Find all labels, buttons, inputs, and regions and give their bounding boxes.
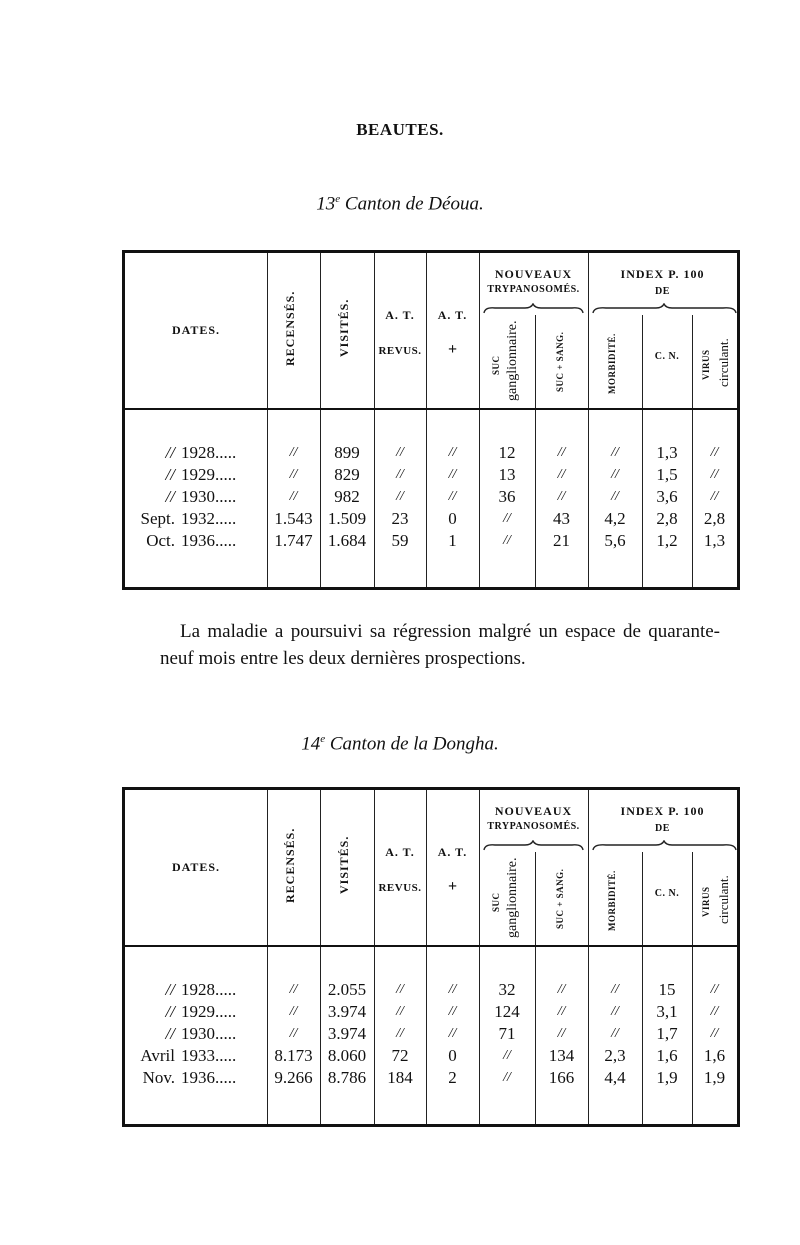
cell-at_plus: //	[448, 982, 457, 997]
cell-suc: //	[503, 1070, 511, 1085]
header-cn: C. N.	[654, 888, 680, 899]
header-morbidite: MORBIDITÉ.	[607, 870, 617, 932]
brace-icon	[592, 840, 737, 852]
canton-title-13	[0, 193, 800, 215]
cell-virus: //	[710, 1026, 719, 1041]
cell-at_plus: 0	[448, 1046, 457, 1065]
header-recenses: RECENSÉS.	[283, 290, 297, 366]
row-date: 1929.....	[181, 1002, 237, 1021]
cell-recenses: //	[289, 1004, 298, 1019]
row-date: 1928.....	[181, 980, 237, 999]
canton-number-suffix: e	[335, 193, 341, 205]
cell-suc: 12	[498, 443, 516, 462]
cell-cn: 1,5	[656, 465, 678, 484]
cell-suc: 13	[498, 465, 516, 484]
cell-virus: //	[710, 489, 719, 504]
row-date-prefix: Oct.	[146, 531, 175, 550]
header-suc: SUC	[491, 892, 501, 913]
header-at-revus-top: A. T.	[385, 308, 415, 322]
cell-at_plus: //	[448, 1004, 457, 1019]
cell-at_plus: //	[448, 489, 457, 504]
cell-at_plus: //	[448, 467, 457, 482]
cell-at_plus: //	[448, 1026, 457, 1041]
row-date: 1930.....	[181, 1024, 237, 1043]
cell-visites: 1.509	[327, 509, 367, 528]
cell-virus: 2,8	[703, 509, 726, 528]
row-date: 1929.....	[181, 465, 237, 484]
running-head: BEAUTES.	[356, 120, 444, 139]
row-date-prefix: Sept.	[140, 509, 175, 528]
cell-revus: 23	[391, 509, 409, 528]
header-suc: SUC	[491, 355, 501, 376]
canton-number: 13	[316, 193, 336, 215]
row-date: 1936.....	[181, 531, 237, 550]
cell-morbidite: //	[611, 1026, 619, 1041]
cell-virus: 1,6	[703, 1046, 726, 1065]
row-date-prefix: //	[165, 1002, 175, 1021]
cell-revus: //	[396, 489, 404, 504]
header-suc-sang: SUC + SANG.	[555, 331, 565, 393]
cell-suc_sang: //	[557, 1026, 566, 1041]
cell-morbidite: //	[611, 489, 619, 504]
cell-morbidite: //	[611, 1004, 619, 1019]
header-nouveaux: NOUVEAUX	[494, 804, 573, 818]
cell-morbidite: 2,3	[604, 1046, 626, 1065]
header-trypanosomes: TRYPANOSOMÉS.	[487, 284, 580, 295]
cell-revus: //	[396, 1026, 404, 1041]
cell-at_plus: 1	[448, 531, 457, 550]
header-rule	[125, 408, 737, 410]
header-morbidite: MORBIDITÉ.	[607, 333, 617, 395]
cell-recenses: 1.747	[274, 531, 313, 550]
cell-visites: 2.055	[327, 980, 367, 999]
header-at-revus-bottom: REVUS.	[378, 882, 422, 894]
header-index: INDEX P. 100	[620, 804, 705, 818]
cell-cn: 1,6	[656, 1046, 678, 1065]
cell-virus: 1,9	[703, 1068, 726, 1087]
row-date-prefix: //	[165, 1024, 175, 1043]
cell-revus: //	[396, 467, 404, 482]
census-table-deoua	[122, 250, 740, 590]
cell-recenses: //	[289, 1026, 298, 1041]
canton-name: Canton de Déoua.	[344, 193, 484, 215]
cell-suc_sang: //	[557, 467, 566, 482]
cell-virus: //	[710, 445, 719, 460]
row-date-prefix: Avril	[140, 1046, 175, 1065]
cell-morbidite: 4,4	[604, 1068, 626, 1087]
cell-visites: 8.786	[327, 1068, 367, 1087]
cell-suc_sang: //	[557, 1004, 566, 1019]
cell-recenses: //	[289, 467, 298, 482]
cell-suc: //	[503, 533, 511, 548]
cell-visites: 899	[334, 443, 360, 462]
cell-suc: 71	[498, 1024, 516, 1043]
header-recenses: RECENSÉS.	[283, 827, 297, 903]
brace-icon	[483, 840, 584, 852]
cell-virus: //	[710, 982, 719, 997]
cell-suc_sang: //	[557, 445, 566, 460]
header-circulant: circulant.	[716, 338, 731, 388]
header-at-plus-top: A. T.	[437, 308, 468, 322]
canton-name: Canton de la Dongha.	[329, 733, 499, 755]
header-dates: DATES.	[171, 860, 221, 874]
cell-visites: 829	[334, 465, 360, 484]
row-date-prefix: //	[165, 487, 175, 506]
cell-suc: 124	[494, 1002, 520, 1021]
cell-cn: 1,3	[656, 443, 678, 462]
cell-suc_sang: //	[557, 982, 566, 997]
cell-cn: 1,2	[656, 531, 678, 550]
cell-recenses: //	[289, 489, 298, 504]
row-date: 1930.....	[181, 487, 237, 506]
cell-virus: 1,3	[703, 531, 726, 550]
row-date: 1932.....	[181, 509, 237, 528]
cell-recenses: //	[289, 445, 298, 460]
cell-suc: //	[503, 1048, 511, 1063]
cell-recenses: 1.543	[274, 509, 313, 528]
cell-morbidite: //	[611, 467, 619, 482]
cell-suc: 32	[498, 980, 516, 999]
row-date: 1936.....	[181, 1068, 237, 1087]
header-at-plus-bottom: +	[447, 878, 458, 895]
header-trypanosomes: TRYPANOSOMÉS.	[487, 821, 580, 832]
row-date-prefix: //	[165, 443, 175, 462]
cell-revus: //	[396, 982, 404, 997]
canton-number-suffix: e	[320, 733, 326, 745]
header-virus: VIRUS	[701, 349, 711, 381]
header-circulant: circulant.	[716, 875, 731, 925]
cell-visites: 3.974	[327, 1024, 367, 1043]
header-dates: DATES.	[171, 323, 221, 337]
canton-number: 14	[301, 733, 321, 755]
header-at-revus-bottom: REVUS.	[378, 345, 422, 357]
cell-visites: 3.974	[327, 1002, 367, 1021]
cell-suc: //	[503, 511, 511, 526]
canton-title-14	[0, 733, 800, 755]
cell-suc_sang: 21	[553, 531, 570, 550]
header-suc-sang: SUC + SANG.	[555, 868, 565, 930]
brace-icon	[592, 303, 737, 315]
cell-cn: 15	[658, 980, 676, 999]
cell-suc_sang: //	[557, 489, 566, 504]
cell-cn: 3,1	[656, 1002, 678, 1021]
cell-recenses: //	[289, 982, 298, 997]
cell-cn: 1,7	[656, 1024, 678, 1043]
cell-revus: 59	[391, 531, 409, 550]
header-index: INDEX P. 100	[620, 267, 705, 281]
cell-at_plus: 0	[448, 509, 457, 528]
cell-suc_sang: 166	[548, 1068, 575, 1087]
row-date-prefix: //	[165, 980, 175, 999]
cell-at_plus: 2	[448, 1068, 457, 1087]
row-date-prefix: Nov.	[142, 1068, 175, 1087]
header-rule	[125, 945, 737, 947]
cell-virus: //	[710, 467, 719, 482]
cell-visites: 982	[334, 487, 360, 506]
cell-revus: //	[396, 445, 404, 460]
cell-revus: 184	[387, 1068, 413, 1087]
cell-suc: 36	[498, 487, 516, 506]
cell-suc_sang: 134	[548, 1046, 575, 1065]
header-visites: VISITÉS.	[337, 835, 351, 895]
cell-morbidite: 4,2	[604, 509, 626, 528]
header-nouveaux: NOUVEAUX	[494, 267, 573, 281]
header-ganglionnaire: ganglionnaire.	[505, 320, 520, 402]
header-at-revus-top: A. T.	[385, 845, 415, 859]
cell-revus: 72	[391, 1046, 409, 1065]
commentary-paragraph: La maladie a poursuivi sa régression malgré un espace de quarante-neuf mois entre les deux dernières prospections.	[160, 621, 720, 669]
cell-visites: 1.684	[327, 531, 367, 550]
cell-revus: //	[396, 1004, 404, 1019]
header-at-plus-top: A. T.	[437, 845, 468, 859]
header-visites: VISITÉS.	[337, 298, 351, 358]
header-ganglionnaire: ganglionnaire.	[505, 857, 520, 939]
brace-icon	[483, 303, 584, 315]
cell-recenses: 8.173	[274, 1046, 313, 1065]
header-cn: C. N.	[654, 351, 680, 362]
cell-visites: 8.060	[327, 1046, 367, 1065]
cell-cn: 3,6	[656, 487, 678, 506]
cell-morbidite: //	[611, 445, 619, 460]
cell-cn: 2,8	[656, 509, 678, 528]
row-date: 1928.....	[181, 443, 237, 462]
cell-morbidite: //	[611, 982, 619, 997]
row-date-prefix: //	[165, 465, 175, 484]
header-virus: VIRUS	[701, 886, 711, 918]
header-index-de: DE	[655, 823, 670, 834]
cell-cn: 1,9	[656, 1068, 678, 1087]
header-index-de: DE	[655, 286, 670, 297]
header-at-plus-bottom: +	[447, 341, 458, 358]
cell-suc_sang: 43	[553, 509, 570, 528]
cell-recenses: 9.266	[274, 1068, 313, 1087]
cell-morbidite: 5,6	[604, 531, 626, 550]
census-table-dongha	[122, 787, 740, 1127]
row-date: 1933.....	[181, 1046, 237, 1065]
cell-virus: //	[710, 1004, 719, 1019]
cell-at_plus: //	[448, 445, 457, 460]
